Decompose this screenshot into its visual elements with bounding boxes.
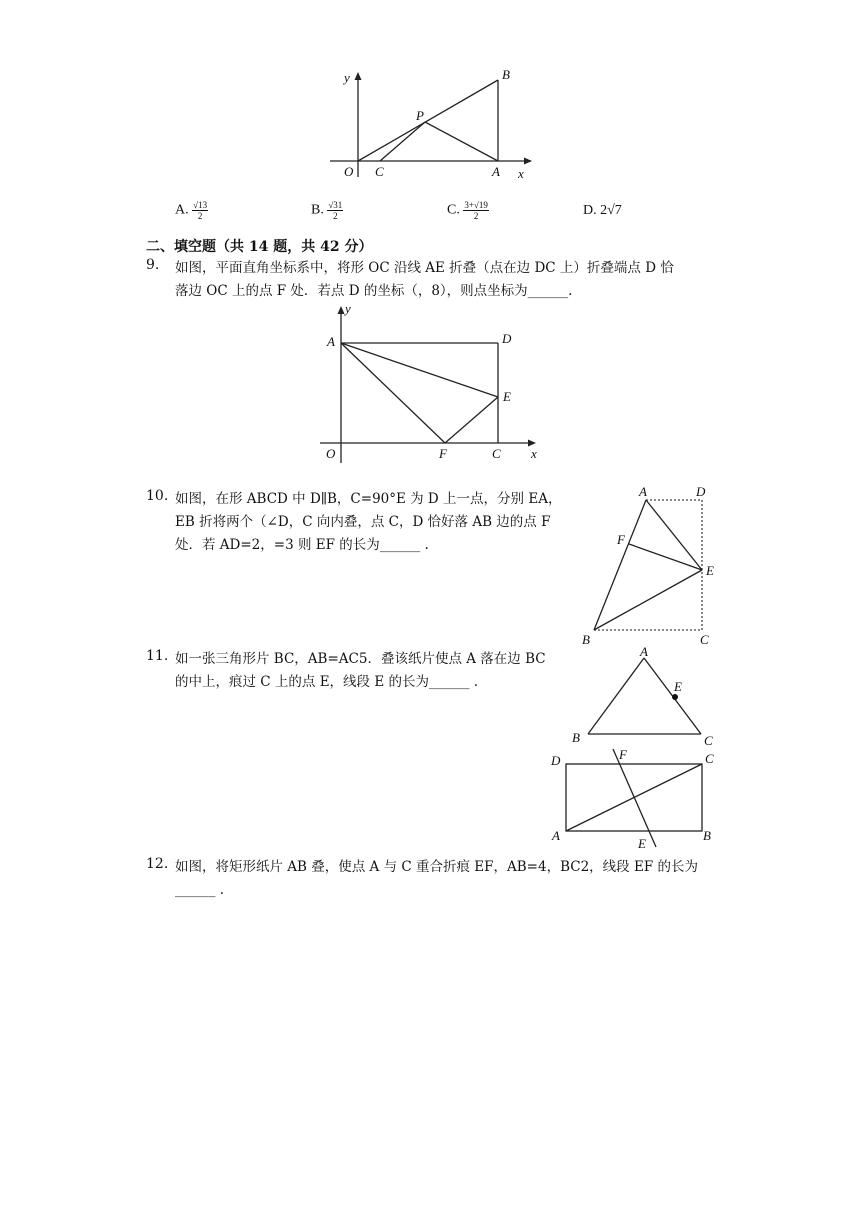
option-d: D. 2√7 [583, 203, 622, 218]
label-F: F [619, 747, 627, 762]
label-C: C [705, 751, 714, 766]
label-x: x [531, 446, 537, 461]
option-c: C. $\frac{3+√19}{2}$ [447, 200, 488, 221]
figure-q8-coordinate-plot [326, 64, 536, 184]
label-y: y [344, 70, 350, 85]
question-10-number: 10. [146, 488, 169, 504]
segment-AF [341, 343, 445, 443]
label-B: B [703, 828, 711, 843]
label-F: F [439, 446, 447, 461]
label-B: B [572, 730, 580, 745]
label-C: C [700, 632, 709, 647]
question-12-text: 如图，将矩形纸片 AB 叠，使点 A 与 C 重合折痕 EF，AB=4，BC2，线段 EF 的长为 ______ . [175, 859, 698, 898]
label-A: A [639, 484, 647, 499]
label-B: B [582, 632, 590, 647]
label-A: A [327, 334, 335, 349]
label-E: E [503, 389, 511, 404]
label-C: C [492, 446, 501, 461]
question-9-number: 9. [146, 257, 160, 273]
label-P: P [416, 108, 424, 123]
figure-q10-trapezoid-fold [578, 484, 718, 650]
label-A: A [640, 644, 648, 659]
label-B: B [502, 67, 510, 82]
label-x: x [518, 166, 524, 181]
y-axis-arrow-icon [355, 72, 362, 80]
label-E: E [706, 563, 714, 578]
figure-q9-rectangle-fold [318, 298, 548, 468]
figure-q11-triangle [570, 644, 720, 748]
point-E [672, 694, 678, 700]
option-a: A. $\frac{√13}{2}$ [175, 200, 208, 221]
label-A: A [492, 164, 500, 179]
label-C: C [704, 733, 713, 748]
question-10-text: 如图，在形 ABCD 中 D∥B，C=90°E 为 D 上一点，分别 EA， EB 折将两个（∠D，C 向内叠，点 C，D 恰好落 AB 边的点 F 处．若 AD=2，=3 则 EF 的长为______ . [175, 491, 562, 553]
segment-FE [445, 397, 498, 443]
segment-AE [341, 343, 498, 397]
label-y: y [345, 301, 351, 316]
x-axis-arrow-icon [524, 158, 532, 165]
label-D: D [696, 484, 706, 499]
segment-CP [380, 122, 425, 161]
label-E: E [674, 679, 682, 694]
segment-OB [358, 80, 498, 161]
section-title: 二、填空题（共 14 题，共 42 分） [146, 239, 373, 255]
label-F: F [617, 532, 625, 547]
segment-BE [594, 570, 702, 630]
y-axis-arrow-icon [338, 306, 345, 314]
label-E: E [638, 836, 646, 851]
label-D: D [502, 331, 512, 346]
label-O: O [326, 446, 336, 461]
label-C: C [375, 164, 384, 179]
segment-PA [425, 122, 498, 161]
question-11-number: 11. [146, 648, 169, 664]
figure-q12-rectangle-fold [548, 744, 728, 854]
label-D: D [551, 753, 561, 768]
segment-AB [594, 500, 646, 630]
label-A: A [552, 828, 560, 843]
question-9-text: 如图，平面直角坐标系中，将形 OC 沿线 AE 折叠（点在边 DC 上）折叠端点 D 恰 落边 OC 上的点 F 处．若点 D 的坐标（，8），则点坐标为______. [175, 260, 674, 299]
option-b: B. $\frac{√31}{2}$ [311, 200, 343, 221]
segment-AB [588, 658, 644, 734]
question-11-text: 如一张三角形片 BC，AB=AC5．叠该纸片使点 A 落在边 BC 的中上，痕过 C 上的点 E，线段 E 的长为______ . [175, 651, 546, 690]
label-O: O [344, 164, 354, 179]
question-12-number: 12. [146, 856, 169, 872]
